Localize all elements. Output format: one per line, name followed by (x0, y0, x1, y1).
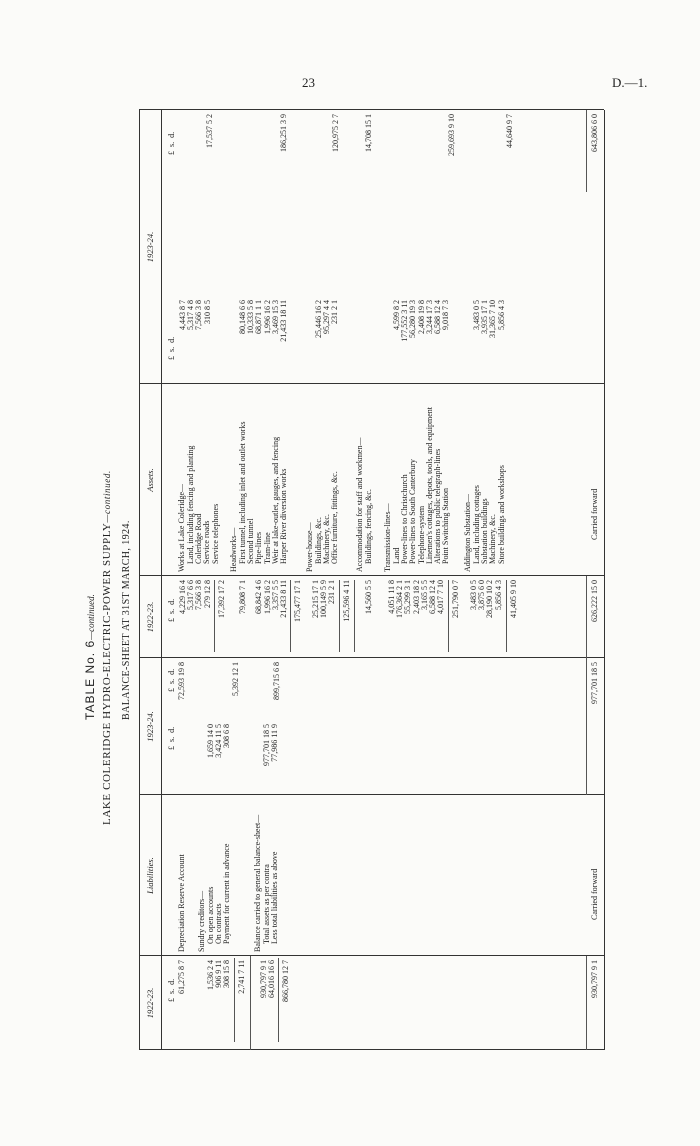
asset-powerhouse-head: Power-house— (305, 522, 314, 572)
liab-sundry-total-prev: 2,741 7 11 (237, 960, 246, 994)
list-item: Total assets as per contra (262, 864, 271, 944)
list-item: Point Switching Station (441, 487, 451, 564)
list-item: Pipe-lines (254, 532, 264, 564)
liab-curr-depreciation: 72,593 19 8 (177, 662, 186, 700)
cell: 100,149 5 9 (319, 580, 329, 618)
list-item: Telephone-system (416, 505, 426, 564)
rule (586, 658, 587, 795)
asset-accommodation-label: Buildings, fencing, &c. (364, 489, 373, 564)
cell: 176,364 2 1 (395, 580, 405, 618)
asset-headworks-prev (239, 580, 288, 654)
asset-transmission-total-prev: 251,790 0 7 (451, 580, 460, 618)
cell: 79,808 7 1 (238, 580, 247, 614)
list-item: Buildings, &c. (314, 517, 323, 564)
cell: 1,659 14 0 (206, 724, 215, 758)
cell: 2,403 18 2 (411, 580, 421, 614)
rule (250, 956, 251, 1050)
liab-sundry-head: Sundry creditors— (197, 890, 206, 952)
cell: 6,588 12 4 (432, 300, 442, 334)
liab-carried-label: Carried forward (590, 868, 599, 920)
cell: 21,433 18 11 (278, 300, 288, 342)
list-item: Second tunnel (246, 518, 256, 564)
cell: 1,996 16 2 (262, 300, 272, 334)
asset-addington-prev (470, 580, 503, 654)
cell: 231 2 1 (327, 580, 337, 604)
cell: 68,871 1 1 (254, 300, 264, 334)
cell: 3,483 0 5 (469, 580, 478, 610)
liab-sundry-labels (207, 844, 232, 952)
asset-powerhouse-prev (312, 580, 337, 654)
list-item: On contracts (214, 903, 224, 944)
cell: 9,018 7 3 (441, 300, 451, 330)
list-item: Power-lines to Christchurch (400, 474, 410, 564)
col-head-liab-prev: 1922-23. (145, 987, 155, 1019)
col-line (139, 794, 604, 795)
lsd-header: £ s. d. (167, 668, 176, 692)
col-line (139, 109, 604, 110)
asset-accommodation-prev: 14,560 5 5 (364, 580, 373, 614)
balance-sheet-table (84, 100, 609, 1050)
col-line (139, 657, 604, 658)
cell: 3,469 15 3 (270, 300, 280, 334)
rule (354, 580, 355, 652)
list-item: Service telephones (210, 503, 220, 564)
cell: 80,148 6 6 (238, 300, 247, 334)
cell: 64,016 16 6 (267, 960, 277, 998)
asset-headworks-labels (239, 422, 288, 572)
rule (290, 580, 291, 652)
table-title: LAKE COLERIDGE HYDRO-ELECTRIC-POWER SUPPLY—continued. (101, 470, 113, 825)
asset-headworks-total-curr: 186,251 3 9 (279, 114, 288, 152)
asset-works-head: Works at Lake Coleridge— (177, 484, 186, 572)
col-line (139, 1049, 604, 1050)
asset-works-prev (179, 580, 212, 654)
lsd-header: £ s. d. (167, 598, 176, 622)
liab-sundry-prev (207, 960, 232, 1046)
asset-addington-head: Addington Substation— (463, 493, 472, 572)
cell: 308 15 8 (222, 960, 232, 988)
cell: 56,280 19 3 (408, 300, 418, 338)
cell: 3,165 5 5 (419, 580, 429, 610)
asset-powerhouse-total-curr: 120,975 2 7 (331, 114, 340, 152)
list-item: On open accounts (206, 886, 215, 944)
cell: 3,424 11 5 (214, 724, 224, 758)
cell: 7,566 3 8 (194, 300, 204, 330)
list-item: Substation buildings (480, 498, 490, 564)
cell: 1,996 16 2 (262, 580, 272, 614)
asset-transmission-curr (393, 300, 450, 380)
asset-works-total-curr: 17,537 5 2 (205, 114, 214, 148)
asset-transmission-total-curr: 259,693 9 10 (447, 114, 456, 156)
lsd-header: £ s. d. (167, 131, 176, 155)
table-bottom-rule (604, 110, 605, 1050)
cell: 5,317 6 6 (186, 580, 196, 610)
list-item: First tunnel, including inlet and outlet works (238, 421, 247, 564)
cell: 3,875 6 0 (477, 580, 487, 610)
cell: 31,365 7 10 (488, 300, 498, 338)
asset-carried-curr: 643,806 6 0 (590, 114, 599, 152)
cell: 6,588 12 4 (427, 580, 437, 614)
cell: 977,701 18 5 (262, 724, 271, 766)
asset-headworks-curr (239, 300, 288, 380)
asset-transmission-head: Transmission-lines— (383, 503, 392, 572)
cell: 4,229 16 4 (178, 580, 187, 614)
cell: 25,215 17 1 (311, 580, 320, 618)
asset-addington-curr (473, 300, 506, 380)
asset-works-total-prev: 17,392 17 2 (217, 580, 226, 618)
cell: 4,051 11 8 (387, 580, 396, 614)
rule (214, 580, 215, 652)
rule (448, 580, 449, 652)
list-item: Weir at lake-outlet, gauges, and fencing (270, 436, 280, 564)
cell: 1,536 2 4 (206, 960, 215, 990)
cell: 2,408 19 8 (416, 300, 426, 334)
asset-addington-labels (473, 465, 506, 572)
asset-carried-prev: 626,222 15 0 (590, 580, 599, 622)
liab-balance-prev (260, 960, 276, 1046)
asset-carried-label: Carried forward (590, 488, 599, 540)
cell: 5,856 4 3 (496, 300, 506, 330)
cell: 3,935 17 1 (480, 300, 490, 334)
liab-carried-prev: 930,797 9 1 (590, 960, 599, 998)
list-item: Service roads (202, 520, 212, 564)
rule (234, 958, 235, 1042)
asset-accommodation-head: Accommodation for staff and workmen— (355, 437, 364, 572)
cell: 231 2 1 (330, 300, 340, 324)
liab-balance-total-curr: 899,715 6 8 (272, 662, 281, 700)
col-line (139, 575, 604, 576)
list-item: Harper River diversion works (278, 468, 288, 564)
asset-headworks-head: Headworks— (229, 527, 238, 572)
list-item: Tram-line (262, 532, 272, 564)
table-top-rule (139, 110, 140, 1050)
header-rule (161, 110, 162, 1050)
cell: 4,443 8 7 (178, 300, 187, 330)
asset-transmission-labels (393, 407, 450, 572)
lsd-header: £ s. d. (167, 336, 176, 360)
asset-powerhouse-labels (315, 471, 340, 572)
list-item: Office furniture, fittings, &c. (330, 471, 340, 564)
cell: 77,986 11 9 (270, 724, 280, 762)
liab-sundry-curr (207, 724, 232, 788)
cell: 3,244 17 3 (424, 300, 434, 334)
table-number: TABLE No. 6—continued. (83, 594, 97, 720)
cell: 308 6 8 (222, 724, 232, 748)
list-item: Linemen's cottages, depots, tools, and equipment (424, 407, 434, 564)
list-item: Land (392, 547, 401, 564)
asset-works-labels (187, 446, 220, 572)
col-head-liabilities: Liabilities. (145, 857, 155, 894)
cell: 177,552 3 11 (400, 300, 410, 342)
liab-sundry-total-curr: 5,392 12 1 (231, 662, 240, 696)
liab-balance-curr (263, 724, 279, 792)
cell: 4,599 8 2 (392, 300, 401, 330)
liab-carried-curr: 977,701 18 5 (590, 662, 599, 704)
list-item: Land, including fencing and planting (186, 445, 195, 564)
table-subtitle: BALANCE-SHEET AT 31ST MARCH, 1924. (121, 520, 132, 720)
cell: 3,483 0 5 (472, 300, 481, 330)
cell: 906 9 11 (214, 960, 224, 988)
col-head-liab-curr: 1923-24. (145, 711, 155, 742)
cell: 5,856 4 3 (493, 580, 503, 610)
list-item: Store buildings and workshops (496, 465, 506, 564)
rule (586, 110, 587, 192)
page-number: 23 (302, 75, 315, 90)
list-item: Less total liabilities as above (270, 851, 280, 944)
col-head-assets: Assets. (145, 468, 155, 492)
rule (506, 580, 507, 652)
col-head-asset-curr: 1923-24. (145, 231, 155, 263)
liab-depreciation-label: Depreciation Reserve Account (177, 854, 186, 952)
cell: 930,797 9 1 (259, 960, 268, 998)
cell: 28,190 10 2 (485, 580, 495, 618)
asset-powerhouse-curr (315, 300, 340, 380)
list-item: Power-lines to South Canterbury (408, 459, 418, 564)
rule (278, 958, 279, 1042)
list-item: Alterations to public telegraph-lines (432, 448, 442, 564)
cell: 279 12 8 (202, 580, 212, 608)
cell: 55,299 3 1 (403, 580, 413, 614)
cell: 95,297 4 4 (322, 300, 332, 334)
cell: 7,566 3 8 (194, 580, 204, 610)
cell: 10,333 5 8 (246, 300, 256, 334)
lsd-header: £ s. d. (167, 726, 176, 750)
asset-works-curr (179, 300, 212, 380)
col-line (139, 383, 604, 384)
asset-addington-total-curr: 44,640 9 7 (505, 114, 514, 148)
rule (586, 576, 587, 658)
lsd-header: £ s. d. (167, 978, 176, 1002)
rule (339, 580, 340, 652)
asset-powerhouse-total-prev: 125,596 4 11 (342, 580, 351, 622)
list-item: Payment for current in advance (222, 843, 232, 944)
col-head-asset-prev: 1922-23. (145, 601, 155, 633)
rule (586, 956, 587, 1050)
cell: 3,357 5 5 (270, 580, 280, 610)
list-item: Coleridge Road (194, 513, 204, 564)
list-item: Machinery, &c. (322, 514, 332, 564)
asset-headworks-total-prev: 175,477 17 1 (293, 580, 302, 622)
asset-accommodation-curr: 14,708 15 1 (364, 114, 373, 152)
col-line (139, 955, 604, 956)
list-item: Land, including cottages (472, 485, 481, 564)
cell: 21,433 8 11 (278, 580, 288, 618)
cell: 5,317 4 8 (186, 300, 196, 330)
asset-transmission-prev (388, 580, 445, 654)
cell: 4,017 7 10 (436, 580, 446, 614)
cell: 25,446 16 2 (314, 300, 323, 338)
asset-addington-total-prev: 41,405 9 10 (509, 580, 518, 618)
liab-prev-depreciation: 61,275 8 7 (177, 960, 186, 994)
cell: 310 8 5 (202, 300, 212, 324)
list-item: Machinery, &c. (488, 514, 498, 564)
liab-balance-labels (263, 852, 279, 952)
document-reference: D.—1. (612, 75, 648, 90)
cell: 68,842 4 6 (254, 580, 264, 614)
liab-balance-head: Balance carried to general balance-sheet— (253, 814, 262, 952)
liab-balance-total-prev: 866,780 12 7 (281, 960, 290, 1002)
